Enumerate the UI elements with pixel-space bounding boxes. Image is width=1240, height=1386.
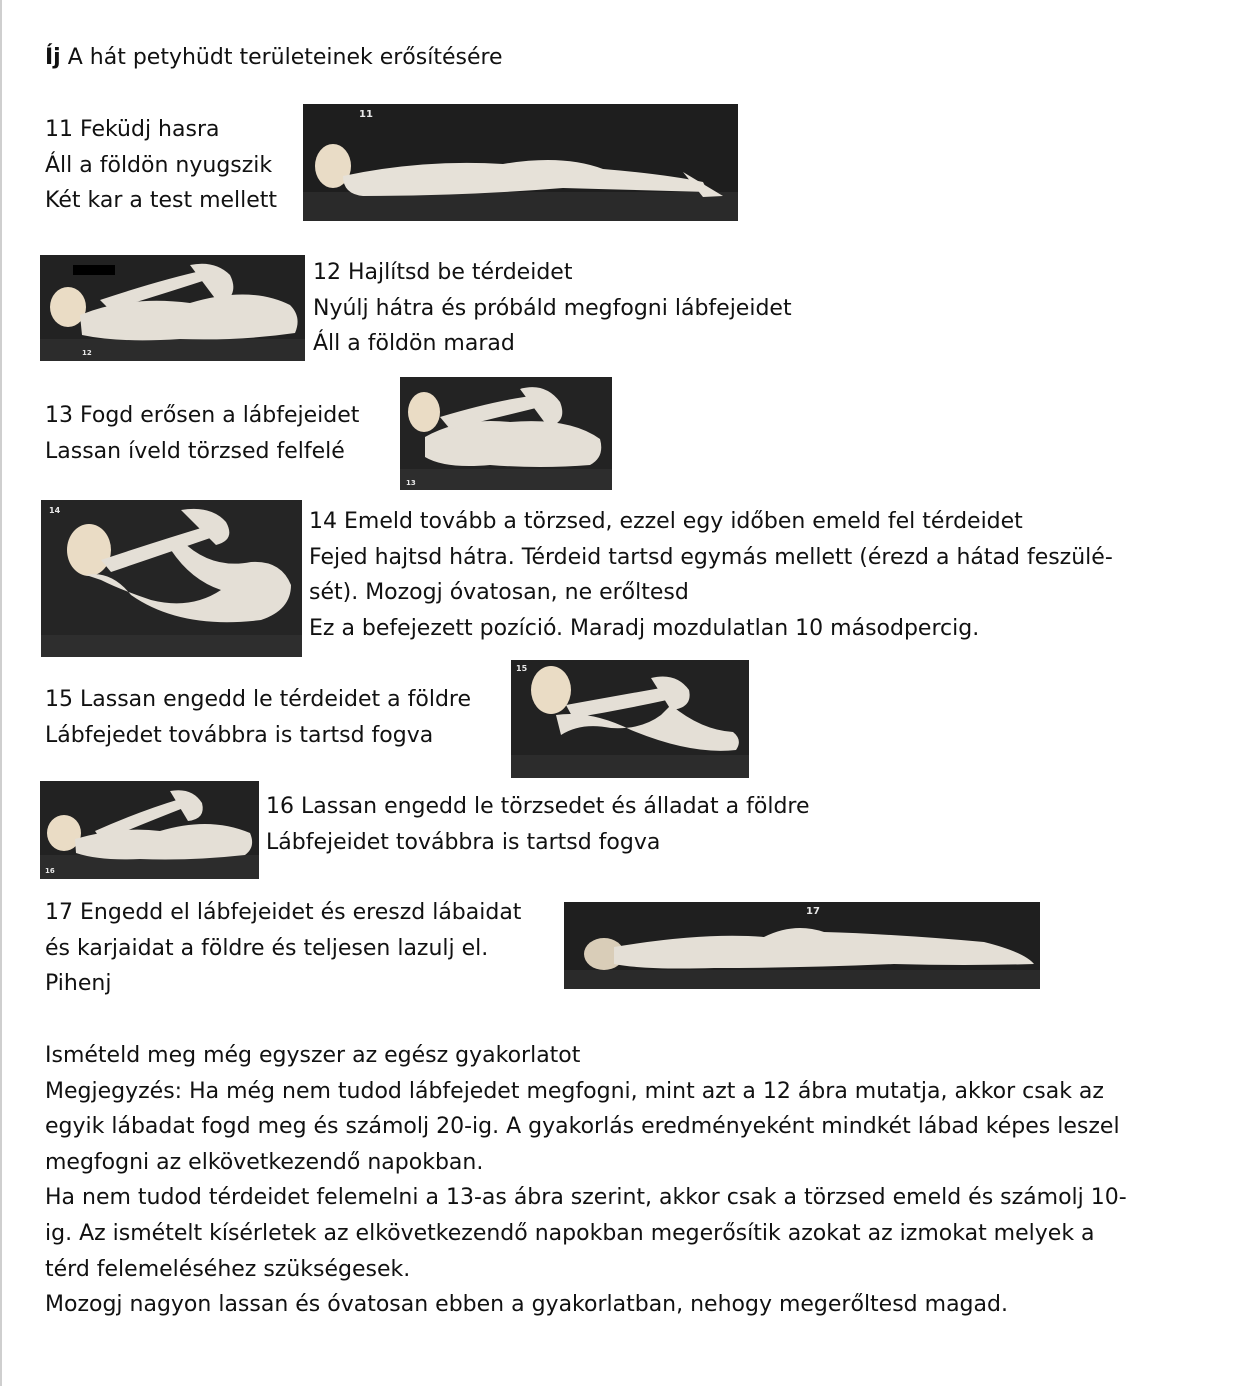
photo-number-12: 12 (82, 349, 92, 357)
notes-line-2: Megjegyzés: Ha még nem tudod lábfejedet megfogni, mint azt a 12 ábra mutatja, akkor csak az (45, 1078, 1104, 1104)
photo-number-13: 13 (406, 479, 416, 487)
step-12-line-2: Nyúlj hátra és próbáld megfogni lábfejeidet (313, 295, 792, 321)
step-14-line-4: Ez a befejezett pozíció. Maradj mozdulatlan 10 másodpercig. (309, 615, 980, 641)
step-13-photo (400, 377, 612, 490)
step-17-line-1: 17 Engedd el lábfejeidet és ereszd lábaidat (45, 900, 522, 925)
photo-number-15: 15 (516, 664, 528, 673)
photo-number-14: 14 (49, 506, 61, 515)
photo-number-16: 16 (45, 867, 55, 875)
notes-line-5: Ha nem tudod térdeidet felemelni a 13-as ábra szerint, akkor csak a törzsed emeld és számolj 10- (45, 1185, 1127, 1211)
step-14-line-2: Fejed hajtsd hátra. Térdeid tartsd egymás mellett (érezd a hátad feszülé- (309, 544, 1113, 570)
step-14-text (309, 504, 1113, 646)
notes-line-1: Ismételd meg még egyszer az egész gyakorlatot (45, 1043, 581, 1068)
step-12-line-3: Áll a földön marad (313, 331, 515, 356)
title-text: A hát petyhüdt területeinek erősítésére (67, 45, 503, 70)
bow-pose-illustration (41, 500, 302, 657)
photo-number-17: 17 (806, 906, 820, 917)
step-15-text (45, 682, 471, 753)
step-15-photo (511, 660, 749, 778)
step-16-line-1: 16 Lassan engedd le törzsedet és álladat a földre (266, 794, 810, 819)
notes-line-6: ig. Az ismételt kísérletek az elkövetkezendő napokban megerősítik azokat az izmokat melyek a (45, 1220, 1095, 1246)
step-15-line-1: 15 Lassan engedd le térdeidet a földre (45, 687, 472, 712)
step-17-line-3: Pihenj (45, 971, 112, 996)
step-11-line-3: Két kar a test mellett (45, 188, 278, 213)
lowering-torso-illustration (40, 781, 259, 879)
page-left-border (0, 0, 2, 1386)
step-14-line-3: sét). Mozogj óvatosan, ne erőltesd (309, 580, 689, 605)
step-12-text (313, 255, 792, 362)
photo-number-11: 11 (359, 109, 373, 120)
step-15-line-2: Lábfejedet továbbra is tartsd fogva (45, 722, 434, 748)
notes-line-7: térd felemeléséhez szükségesek. (45, 1256, 411, 1282)
step-12-photo (40, 255, 305, 361)
step-17-line-2: és karjaidat a földre és teljesen lazulj el. (45, 935, 489, 961)
step-16-line-2: Lábfejeidet továbbra is tartsd fogva (266, 829, 661, 855)
step-17-text (45, 895, 521, 1002)
step-11-text (45, 112, 277, 219)
prone-pose-illustration (303, 104, 738, 221)
step-14-photo (41, 500, 302, 657)
step-16-photo (40, 781, 259, 879)
step-14-line-1: 14 Emeld tovább a törzsed, ezzel egy időben emeld fel térdeidet (309, 509, 1023, 534)
step-13-line-1: 13 Fogd erősen a lábfejeidet (45, 403, 360, 428)
page-title (45, 42, 503, 74)
step-11-line-2: Áll a földön nyugszik (45, 152, 273, 178)
step-13-text (45, 398, 359, 469)
step-11-line-1: 11 Feküdj hasra (45, 117, 220, 142)
notes-line-8: Mozogj nagyon lassan és óvatosan ebben a gyakorlatban, nehogy megerőltesd magad. (45, 1292, 1008, 1318)
step-13-line-2: Lassan íveld törzsed felfelé (45, 438, 345, 464)
lowering-knees-illustration (511, 660, 749, 778)
title-prefix: Íj (45, 45, 61, 70)
notes-line-4: megfogni az elkövetkezendő napokban. (45, 1149, 484, 1175)
black-redaction-bar (73, 265, 115, 275)
notes-line-3: egyik lábadat fogd meg és számolj 20-ig. A gyakorlás eredményeként mindkét lábad képes leszel (45, 1114, 1120, 1140)
step-17-photo (564, 902, 1040, 989)
notes-section (45, 1038, 1127, 1323)
step-12-line-1: 12 Hajlítsd be térdeidet (313, 260, 573, 285)
arched-torso-illustration (400, 377, 612, 490)
step-11-photo (303, 104, 738, 221)
step-16-text (266, 789, 810, 860)
relaxed-prone-illustration (564, 902, 1040, 989)
